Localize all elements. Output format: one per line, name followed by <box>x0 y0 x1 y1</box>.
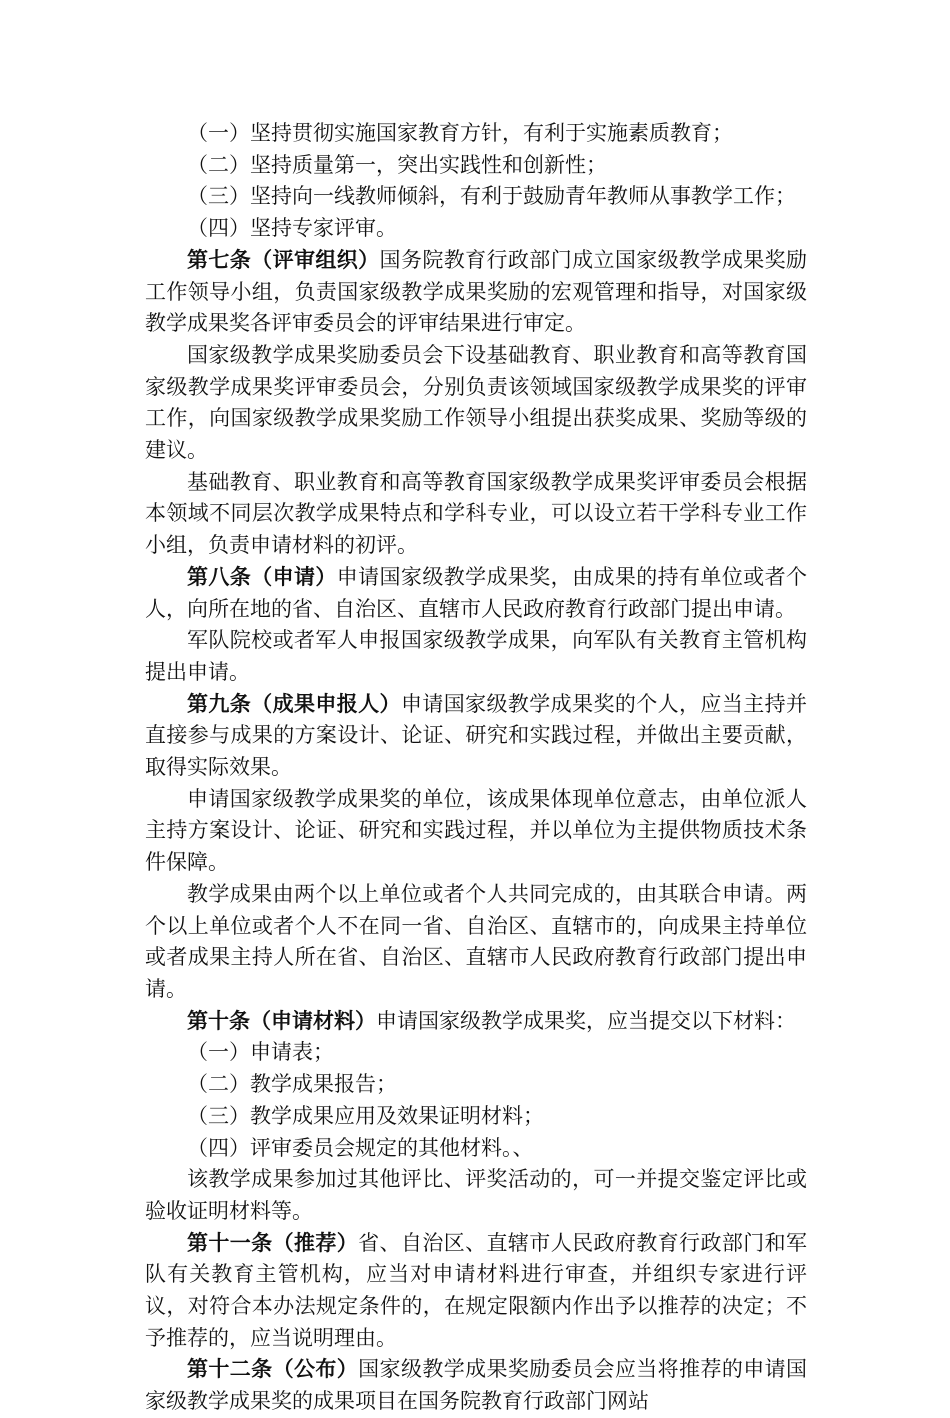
article-paragraph <box>145 1228 807 1355</box>
paragraph-text: 申请国家级教学成果奖的个人，应当主持并直接参与成果的方案设计、论证、研究和实践过程，并做出主要贡献，取得实际效果。 <box>145 691 808 780</box>
paragraph <box>145 181 807 213</box>
paragraph <box>145 879 807 1006</box>
paragraph-text: （三）坚持向一线教师倾斜，有利于鼓励青年教师从事教学工作； <box>187 184 796 209</box>
paragraph-text: 该教学成果参加过其他评比、评奖活动的，可一并提交鉴定评比或验收证明材料等。 <box>145 1167 807 1223</box>
paragraph-text: 申请国家级教学成果奖的单位，该成果体现单位意志，由单位派人主持方案设计、论证、研究和实践过程，并以单位为主提供物质技术条件保障。 <box>145 786 807 875</box>
article-heading: 第九条（成果申报人） <box>187 691 401 716</box>
paragraph <box>145 1069 807 1101</box>
article-heading: 第十二条（公布） <box>187 1357 359 1382</box>
paragraph-text: 军队院校或者军人申报国家级教学成果，向军队有关教育主管机构提出申请。 <box>145 628 807 684</box>
paragraph-text: （三）教学成果应用及效果证明材料； <box>187 1103 544 1128</box>
article-heading: 第十一条（推荐） <box>187 1230 359 1255</box>
paragraph-text: 省、自治区、直辖市人民政府教育行政部门和军队有关教育主管机构，应当对申请材料进行审查，并组织专家进行评议，对符合本办法规定条件的，在规定限额内作出予以推荐的决定；不予推荐的，应当说明理由。 <box>145 1230 808 1350</box>
paragraph-text: （四）坚持专家评审。 <box>187 216 397 241</box>
paragraph-text: 国务院教育行政部门成立国家级教学成果奖励工作领导小组，负责国家级教学成果奖励的宏观管理和指导，对国家级教学成果奖各评审委员会的评审结果进行审定。 <box>145 247 808 336</box>
paragraph <box>145 467 807 562</box>
article-heading: 第十条（申请材料） <box>187 1008 376 1033</box>
document-page <box>145 118 807 1418</box>
paragraph-text: 申请国家级教学成果奖，由成果的持有单位或者个人，向所在地的省、自治区、直辖市人民政府教育行政部门提出申请。 <box>145 564 807 621</box>
paragraph-text: （二）教学成果报告； <box>187 1072 397 1097</box>
paragraph-text: （二）坚持质量第一，突出实践性和创新性； <box>187 152 607 177</box>
article-paragraph <box>145 1006 807 1038</box>
paragraph <box>145 784 807 879</box>
paragraph-text: 国家级教学成果奖励委员会应当将推荐的申请国家级教学成果奖的成果项目在国务院教育行政部门网站 <box>145 1357 808 1414</box>
paragraph-text: 基础教育、职业教育和高等教育国家级教学成果奖评审委员会根据本领域不同层次教学成果特点和学科专业，可以设立若干学科专业工作小组，负责申请材料的初评。 <box>145 469 807 558</box>
paragraph-text: 申请国家级教学成果奖，应当提交以下材料： <box>376 1008 796 1033</box>
paragraph <box>145 213 807 245</box>
paragraph-text: 教学成果由两个以上单位或者个人共同完成的，由其联合申请。两个以上单位或者个人不在同一省、自治区、直辖市的，向成果主持单位或者成果主持人所在省、自治区、直辖市人民政府教育行政部门提出申请。 <box>145 881 807 1001</box>
paragraph <box>145 625 807 688</box>
paragraph <box>145 1133 807 1165</box>
paragraph <box>145 150 807 182</box>
article-heading: 第七条（评审组织） <box>187 247 380 272</box>
article-paragraph <box>145 689 807 784</box>
paragraph <box>145 340 807 467</box>
article-heading: 第八条（申请） <box>187 564 337 589</box>
paragraph-text: （四）评审委员会规定的其他材料。、 <box>187 1135 534 1160</box>
article-paragraph <box>145 1354 807 1417</box>
paragraph-text: 国家级教学成果奖励委员会下设基础教育、职业教育和高等教育国家级教学成果奖评审委员会，分别负责该领域国家级教学成果奖的评审工作，向国家级教学成果奖励工作领导小组提出获奖成果、奖励等级的建议。 <box>145 342 807 463</box>
paragraph <box>145 118 807 150</box>
paragraph-text: （一）申请表； <box>187 1040 334 1065</box>
paragraph <box>145 1037 807 1069</box>
paragraph <box>145 1164 807 1227</box>
article-paragraph <box>145 562 807 625</box>
paragraph <box>145 1101 807 1133</box>
article-paragraph <box>145 245 807 340</box>
paragraph-text: （一）坚持贯彻实施国家教育方针，有利于实施素质教育； <box>187 121 733 145</box>
